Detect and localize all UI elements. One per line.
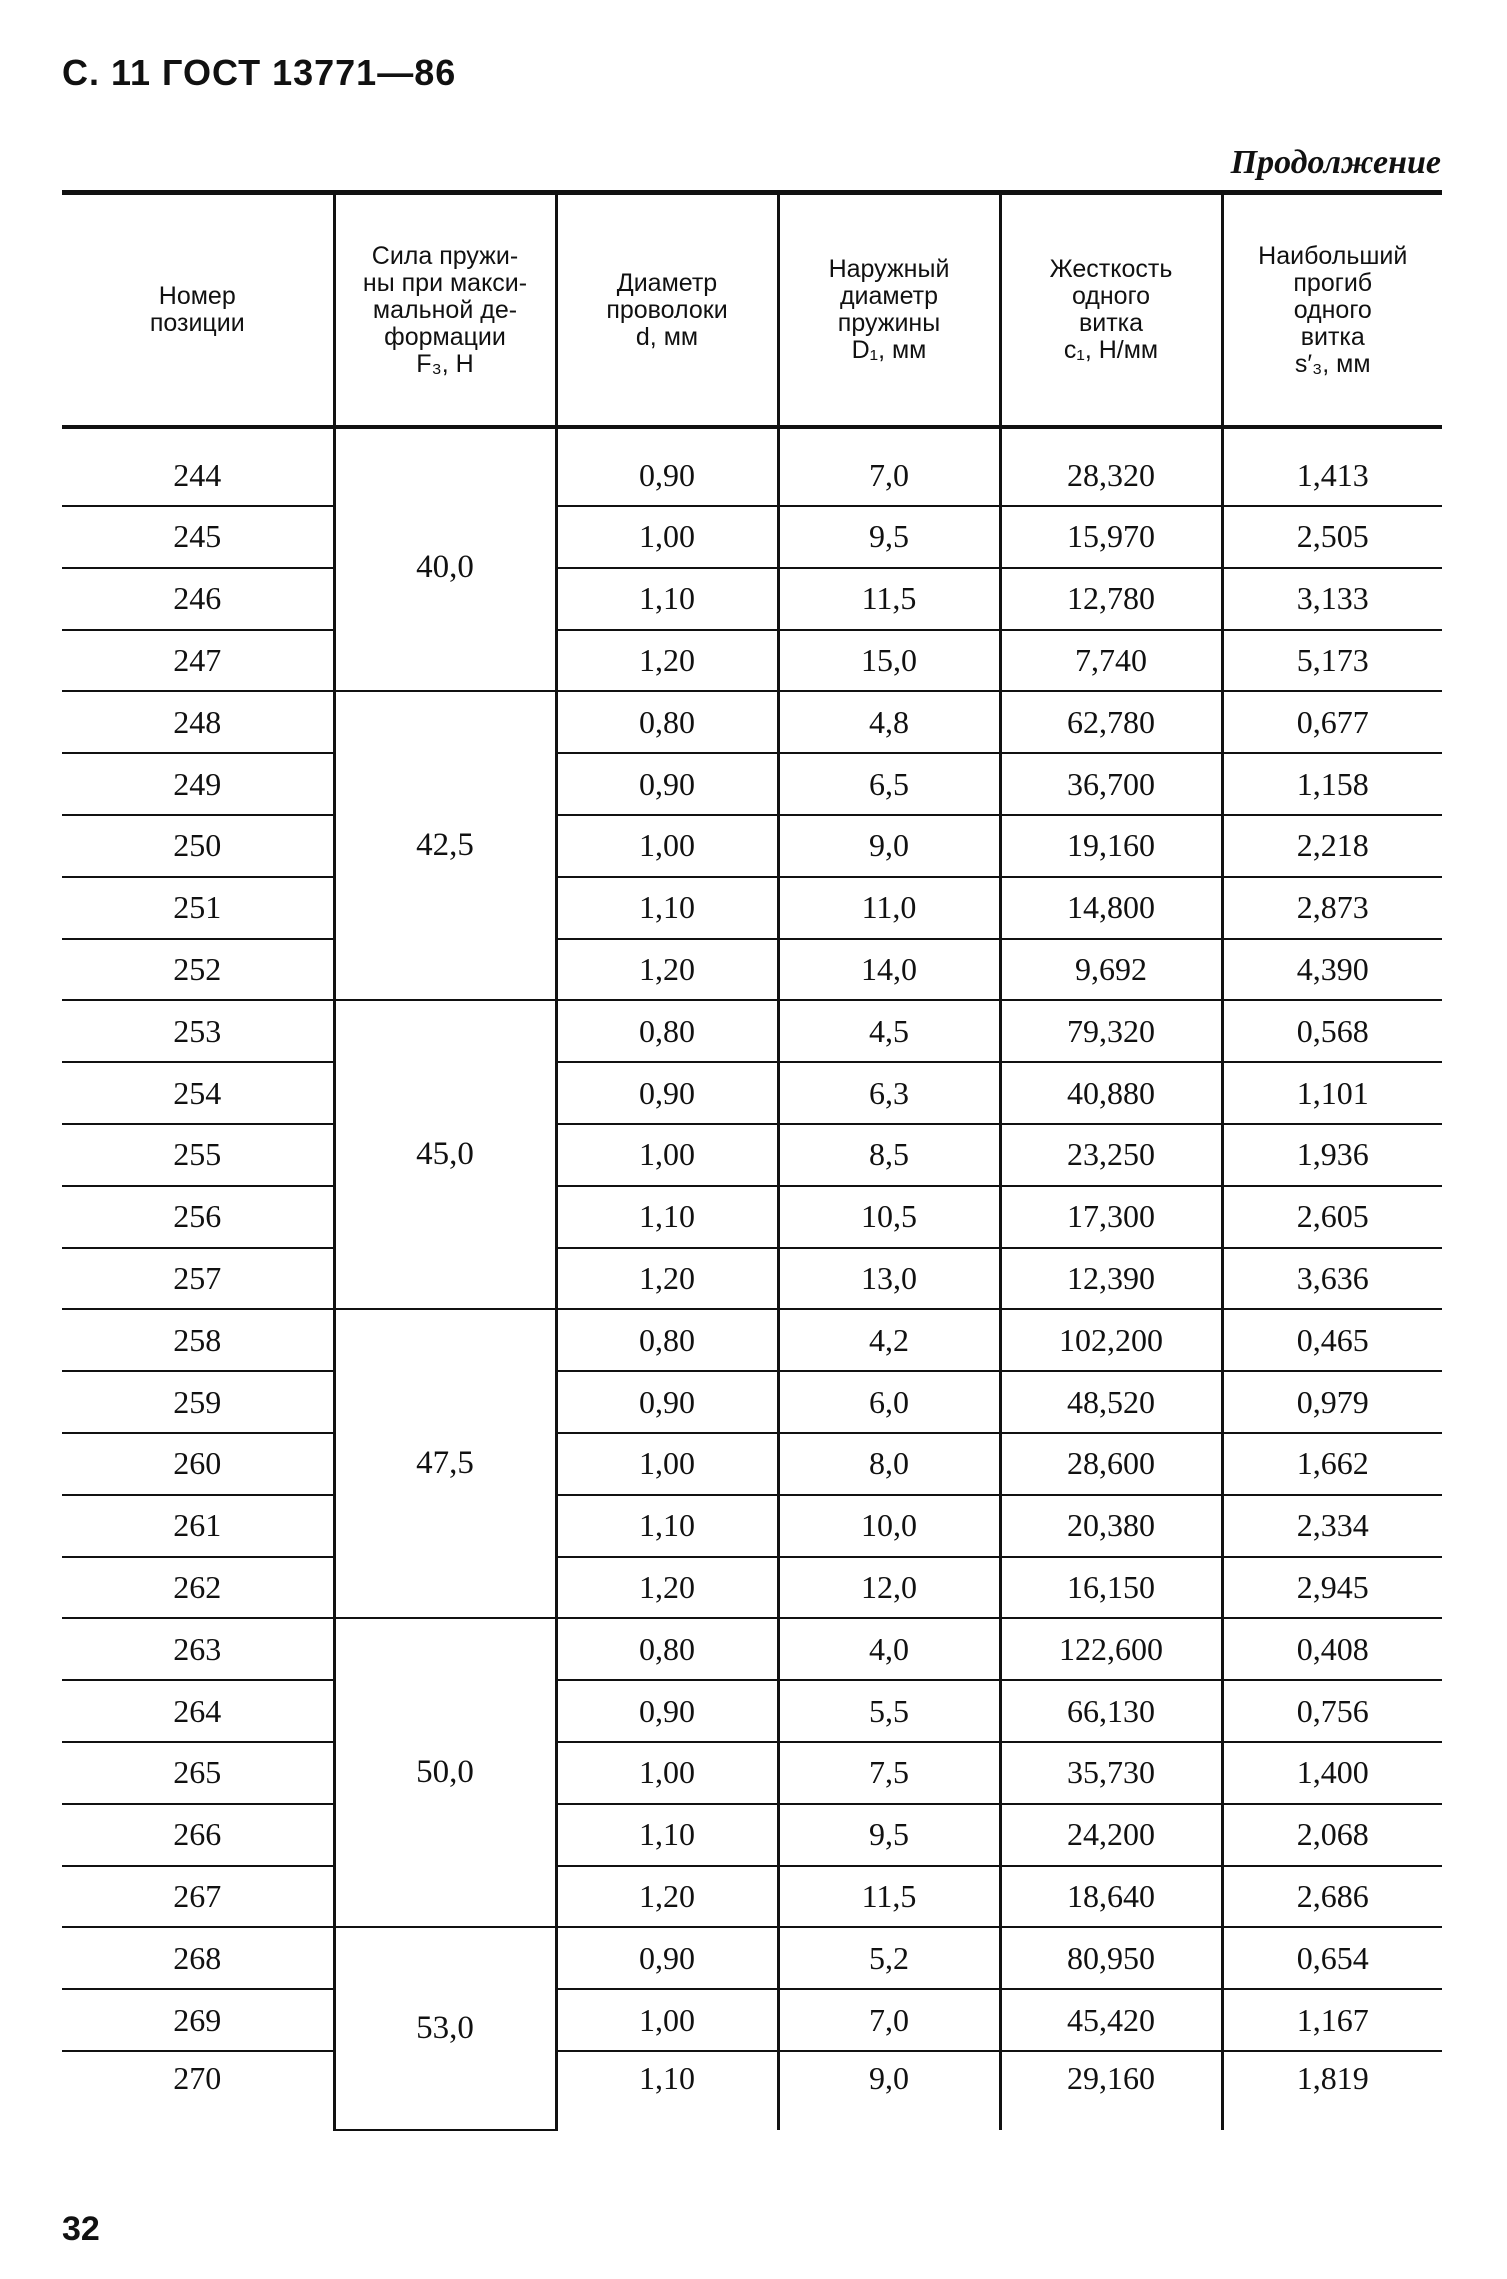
- table-row: [62, 1124, 1442, 1186]
- cell-position: 247: [62, 630, 334, 692]
- cell-wire-diameter: 0,90: [556, 753, 778, 815]
- column-header-force: Сила пружи- ны при макси- мальной де- формации F₃, Н: [334, 193, 556, 428]
- cell-wire-diameter: 1,20: [556, 939, 778, 1001]
- cell-wire-diameter: 1,10: [556, 1804, 778, 1866]
- cell-stiffness: 36,700: [1000, 753, 1222, 815]
- cell-position: 261: [62, 1495, 334, 1557]
- cell-wire-diameter: 0,90: [556, 1680, 778, 1742]
- cell-max-deflection: 1,662: [1222, 1433, 1442, 1495]
- table-row: [62, 1371, 1442, 1433]
- table-row: [62, 1742, 1442, 1804]
- cell-stiffness: 66,130: [1000, 1680, 1222, 1742]
- cell-stiffness: 45,420: [1000, 1989, 1222, 2051]
- cell-stiffness: 122,600: [1000, 1618, 1222, 1680]
- cell-max-deflection: 0,677: [1222, 691, 1442, 753]
- column-header-max-deflection: Наибольший прогиб одного витка s′₃, мм: [1222, 193, 1442, 428]
- table-row: [62, 1186, 1442, 1248]
- cell-position: 246: [62, 568, 334, 630]
- cell-max-deflection: 1,936: [1222, 1124, 1442, 1186]
- cell-max-deflection: 1,101: [1222, 1062, 1442, 1124]
- cell-wire-diameter: 1,00: [556, 1433, 778, 1495]
- page-header: С. 11 ГОСТ 13771—86: [62, 52, 457, 93]
- table-row: [62, 1248, 1442, 1310]
- cell-stiffness: 102,200: [1000, 1309, 1222, 1371]
- cell-max-deflection: 5,173: [1222, 630, 1442, 692]
- cell-stiffness: 29,160: [1000, 2051, 1222, 2130]
- cell-wire-diameter: 0,80: [556, 1618, 778, 1680]
- column-header-outer-diameter: Наружный диаметр пружины D₁, мм: [778, 193, 1000, 428]
- cell-outer-diameter: 8,0: [778, 1433, 1000, 1495]
- table-row: [62, 1927, 1442, 1989]
- cell-force: 50,0: [334, 1618, 556, 1927]
- cell-max-deflection: 2,334: [1222, 1495, 1442, 1557]
- cell-stiffness: 18,640: [1000, 1866, 1222, 1928]
- cell-wire-diameter: 1,00: [556, 1124, 778, 1186]
- cell-max-deflection: 0,568: [1222, 1000, 1442, 1062]
- cell-force: 45,0: [334, 1000, 556, 1309]
- table-row: [62, 753, 1442, 815]
- cell-wire-diameter: 0,90: [556, 427, 778, 506]
- cell-outer-diameter: 11,5: [778, 1866, 1000, 1928]
- cell-position: 262: [62, 1557, 334, 1619]
- table-row: [62, 1062, 1442, 1124]
- cell-wire-diameter: 1,20: [556, 1557, 778, 1619]
- cell-outer-diameter: 7,0: [778, 427, 1000, 506]
- spring-spec-table: [62, 190, 1442, 2131]
- column-header-wire-diameter: Диаметр проволоки d, мм: [556, 193, 778, 428]
- cell-position: 249: [62, 753, 334, 815]
- cell-position: 264: [62, 1680, 334, 1742]
- cell-max-deflection: 0,465: [1222, 1309, 1442, 1371]
- cell-position: 269: [62, 1989, 334, 2051]
- cell-stiffness: 15,970: [1000, 506, 1222, 568]
- cell-max-deflection: 2,068: [1222, 1804, 1442, 1866]
- cell-max-deflection: 0,408: [1222, 1618, 1442, 1680]
- cell-stiffness: 14,800: [1000, 877, 1222, 939]
- cell-stiffness: 62,780: [1000, 691, 1222, 753]
- cell-stiffness: 16,150: [1000, 1557, 1222, 1619]
- table-row: [62, 1866, 1442, 1928]
- cell-stiffness: 20,380: [1000, 1495, 1222, 1557]
- cell-outer-diameter: 11,5: [778, 568, 1000, 630]
- cell-wire-diameter: 0,90: [556, 1062, 778, 1124]
- table-body: [62, 427, 1442, 2130]
- cell-force: 47,5: [334, 1309, 556, 1618]
- cell-wire-diameter: 0,80: [556, 1000, 778, 1062]
- table-row: [62, 1000, 1442, 1062]
- cell-outer-diameter: 4,8: [778, 691, 1000, 753]
- cell-max-deflection: 1,167: [1222, 1989, 1442, 2051]
- cell-outer-diameter: 9,0: [778, 2051, 1000, 2130]
- table-row: [62, 630, 1442, 692]
- cell-position: 263: [62, 1618, 334, 1680]
- cell-outer-diameter: 5,2: [778, 1927, 1000, 1989]
- cell-stiffness: 24,200: [1000, 1804, 1222, 1866]
- table-row: [62, 1495, 1442, 1557]
- table-row: [62, 427, 1442, 506]
- cell-wire-diameter: 1,10: [556, 2051, 778, 2130]
- cell-outer-diameter: 4,0: [778, 1618, 1000, 1680]
- cell-stiffness: 17,300: [1000, 1186, 1222, 1248]
- cell-wire-diameter: 0,80: [556, 691, 778, 753]
- cell-stiffness: 9,692: [1000, 939, 1222, 1001]
- cell-position: 270: [173, 2059, 222, 2096]
- cell-max-deflection: 4,390: [1222, 939, 1442, 1001]
- cell-outer-diameter: 8,5: [778, 1124, 1000, 1186]
- cell-wire-diameter: 1,10: [556, 568, 778, 630]
- cell-wire-diameter: 1,00: [556, 1742, 778, 1804]
- cell-stiffness: 79,320: [1000, 1000, 1222, 1062]
- cell-outer-diameter: 6,5: [778, 753, 1000, 815]
- cell-outer-diameter: 12,0: [778, 1557, 1000, 1619]
- table-row: [62, 877, 1442, 939]
- cell-wire-diameter: 0,80: [556, 1309, 778, 1371]
- table-row: [62, 939, 1442, 1001]
- cell-outer-diameter: 7,0: [778, 1989, 1000, 2051]
- cell-outer-diameter: 9,0: [778, 815, 1000, 877]
- cell-max-deflection: 0,654: [1222, 1927, 1442, 1989]
- cell-max-deflection: 3,636: [1222, 1248, 1442, 1310]
- cell-wire-diameter: 1,20: [556, 1866, 778, 1928]
- cell-wire-diameter: 1,00: [556, 815, 778, 877]
- page-number: 32: [62, 2210, 100, 2248]
- cell-wire-diameter: 0,90: [556, 1927, 778, 1989]
- cell-wire-diameter: 1,20: [556, 630, 778, 692]
- column-header-position: Номер позиции: [62, 193, 334, 428]
- cell-wire-diameter: 1,20: [556, 1248, 778, 1310]
- cell-max-deflection: 2,945: [1222, 1557, 1442, 1619]
- cell-stiffness: 12,780: [1000, 568, 1222, 630]
- cell-max-deflection: 3,133: [1222, 568, 1442, 630]
- cell-wire-diameter: 1,10: [556, 1495, 778, 1557]
- cell-max-deflection: 1,400: [1222, 1742, 1442, 1804]
- cell-position: 252: [62, 939, 334, 1001]
- cell-position: 250: [62, 815, 334, 877]
- cell-max-deflection: 0,979: [1222, 1371, 1442, 1433]
- table-row: [62, 1680, 1442, 1742]
- cell-stiffness: 7,740: [1000, 630, 1222, 692]
- cell-position: 256: [62, 1186, 334, 1248]
- cell-max-deflection: 2,605: [1222, 1186, 1442, 1248]
- table-row: [62, 2051, 1442, 2130]
- table-row: [62, 1618, 1442, 1680]
- table-row: [62, 815, 1442, 877]
- cell-outer-diameter: 11,0: [778, 877, 1000, 939]
- column-header-stiffness: Жесткость одного витка c₁, Н/мм: [1000, 193, 1222, 428]
- cell-max-deflection: 2,218: [1222, 815, 1442, 877]
- cell-stiffness: 35,730: [1000, 1742, 1222, 1804]
- cell-outer-diameter: 6,3: [778, 1062, 1000, 1124]
- table-row: [62, 506, 1442, 568]
- cell-position: 260: [62, 1433, 334, 1495]
- cell-max-deflection: 1,158: [1222, 753, 1442, 815]
- cell-position: 268: [62, 1927, 334, 1989]
- cell-outer-diameter: 7,5: [778, 1742, 1000, 1804]
- table-row: [62, 568, 1442, 630]
- cell-position: 257: [62, 1248, 334, 1310]
- cell-stiffness: 80,950: [1000, 1927, 1222, 1989]
- table-row: [62, 1989, 1442, 2051]
- table-row: [62, 691, 1442, 753]
- cell-force: 53,0: [334, 1927, 556, 2130]
- cell-max-deflection: 2,873: [1222, 877, 1442, 939]
- cell-wire-diameter: 0,90: [556, 1371, 778, 1433]
- cell-max-deflection: 2,505: [1222, 506, 1442, 568]
- table-row: [62, 1309, 1442, 1371]
- table-header-row: [62, 193, 1442, 428]
- cell-max-deflection: 0,756: [1222, 1680, 1442, 1742]
- cell-position: 266: [62, 1804, 334, 1866]
- cell-position: 265: [62, 1742, 334, 1804]
- cell-wire-diameter: 1,10: [556, 877, 778, 939]
- table-row: [62, 1433, 1442, 1495]
- cell-wire-diameter: 1,00: [556, 506, 778, 568]
- cell-outer-diameter: 15,0: [778, 630, 1000, 692]
- cell-outer-diameter: 13,0: [778, 1248, 1000, 1310]
- cell-outer-diameter: 10,5: [778, 1186, 1000, 1248]
- cell-outer-diameter: 9,5: [778, 506, 1000, 568]
- cell-max-deflection: 2,686: [1222, 1866, 1442, 1928]
- cell-stiffness: 12,390: [1000, 1248, 1222, 1310]
- cell-position: 253: [62, 1000, 334, 1062]
- cell-position: 267: [62, 1866, 334, 1928]
- cell-position: 245: [62, 506, 334, 568]
- table-row: [62, 1557, 1442, 1619]
- cell-stiffness: 28,600: [1000, 1433, 1222, 1495]
- cell-outer-diameter: 4,5: [778, 1000, 1000, 1062]
- cell-wire-diameter: 1,10: [556, 1186, 778, 1248]
- cell-force: 40,0: [334, 427, 556, 691]
- cell-position: 259: [62, 1371, 334, 1433]
- cell-stiffness: 23,250: [1000, 1124, 1222, 1186]
- cell-position: 248: [62, 691, 334, 753]
- cell-outer-diameter: 6,0: [778, 1371, 1000, 1433]
- cell-position: 254: [62, 1062, 334, 1124]
- table-row: [62, 1804, 1442, 1866]
- cell-force: 42,5: [334, 691, 556, 1000]
- cell-position: 244: [62, 427, 334, 506]
- cell-outer-diameter: 10,0: [778, 1495, 1000, 1557]
- cell-stiffness: 19,160: [1000, 815, 1222, 877]
- cell-stiffness: 28,320: [1000, 427, 1222, 506]
- cell-stiffness: 40,880: [1000, 1062, 1222, 1124]
- cell-max-deflection: 1,819: [1222, 2051, 1442, 2130]
- cell-outer-diameter: 5,5: [778, 1680, 1000, 1742]
- cell-outer-diameter: 4,2: [778, 1309, 1000, 1371]
- cell-position: 258: [62, 1309, 334, 1371]
- cell-position: 251: [62, 877, 334, 939]
- cell-wire-diameter: 1,00: [556, 1989, 778, 2051]
- cell-position: 255: [62, 1124, 334, 1186]
- cell-stiffness: 48,520: [1000, 1371, 1222, 1433]
- continuation-label: Продолжение: [1230, 144, 1441, 181]
- cell-outer-diameter: 14,0: [778, 939, 1000, 1001]
- cell-max-deflection: 1,413: [1222, 427, 1442, 506]
- cell-outer-diameter: 9,5: [778, 1804, 1000, 1866]
